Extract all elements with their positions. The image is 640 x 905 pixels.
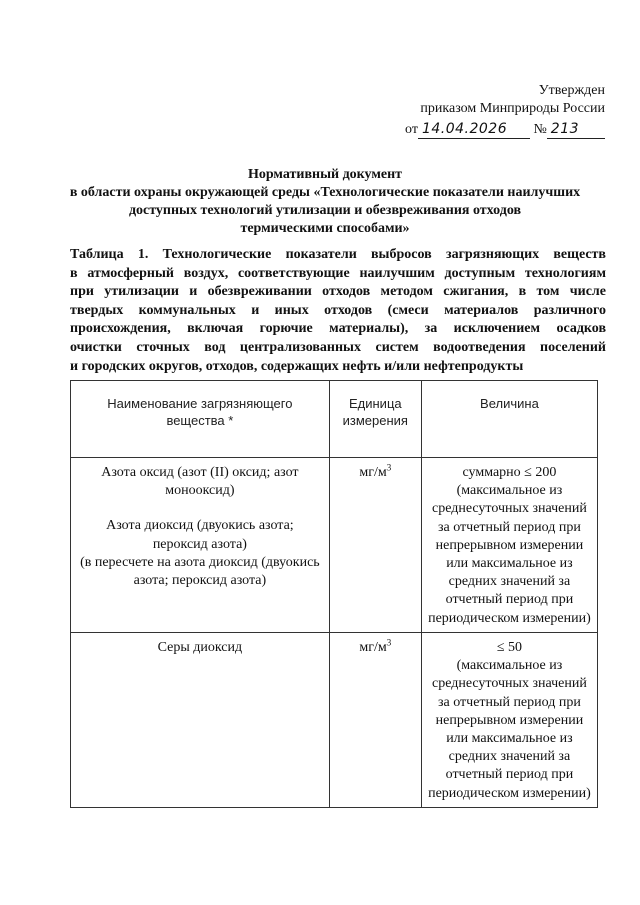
cell-text: отчетный период при [445,592,574,608]
unit-text: мг/м [359,465,387,480]
unit-superscript: 3 [386,637,392,648]
value-cell [421,458,597,633]
cell-text: (максимальное из [456,483,563,499]
cell-text: ≤ 50 [496,640,523,655]
approval-date-number [405,120,605,139]
caption-line: твердых коммунальных и иных отходов (смеси материалов различного [70,302,606,318]
cell-text: Азота диоксид (двуокись азота; [106,518,294,534]
table-row [71,633,598,808]
date-prefix: от [405,122,418,137]
title-line: доступных технологий утилизации и обезвреживания отходов [128,203,522,218]
cell-text: или максимальное из [446,731,573,747]
header-text: Величина [480,396,539,411]
cell-text: Серы диоксид [157,640,243,655]
value-cell [421,633,597,808]
document-title [60,166,590,238]
table-row [71,458,598,633]
header-text: Наименование загрязняющего [107,396,293,411]
caption-line: и городских округов, отходов, содержащих нефть и/или нефтепродукты [70,358,524,374]
cell-text: (максимальное из [456,658,563,674]
title-line: Нормативный документ [247,167,403,182]
header-substance [71,381,330,458]
unit-cell [329,633,421,808]
cell-text: отчетный период при [445,767,574,783]
table-header-row [71,381,598,458]
emissions-table [70,380,598,808]
cell-text: среднесуточных значений [431,501,587,517]
cell-text: или максимальное из [446,556,573,572]
cell-text: средних значений за [448,574,571,590]
caption-line: Таблица 1. Технологические показатели выбросов загрязняющих веществ [70,247,606,262]
caption-line: происхождения, включая горючие материалы), за исключением осадков [70,321,606,337]
cell-text: периодическом измерении) [428,785,591,801]
date-handwritten: 14.04.2026 [418,120,530,139]
substance-cell [71,458,330,633]
cell-text: пероксид азота) [152,536,247,552]
cell-text: периодическом измерении) [428,610,591,626]
header-text: вещества * [166,413,234,428]
caption-line: в атмосферный воздух, соответствующие наилучшим доступным технологиям [70,265,606,281]
caption-line: при утилизации и обезвреживании отходов методом сжигания, в том числе [70,284,606,300]
number-handwritten: 213 [547,120,605,139]
cell-text: (в пересчете на азота диоксид (двуокись [80,554,320,570]
cell-text: среднесуточных значений [431,676,587,692]
caption-line: очистки сточных вод централизованных систем водоотведения поселений [70,339,606,355]
header-value [421,381,597,458]
cell-text: непрерывном измерении [435,712,584,728]
approval-order: приказом Минприроды России [420,101,605,116]
unit-cell [329,458,421,633]
approval-block [405,82,605,139]
table-caption [70,246,606,376]
cell-text: суммарно ≤ 200 [462,465,557,480]
substance-cell [71,633,330,808]
cell-text: за отчетный период при [438,694,581,710]
unit-superscript: 3 [386,462,392,473]
unit-text: мг/м [359,640,387,655]
cell-text: средних значений за [448,749,571,765]
title-line: термическими способами» [240,221,410,236]
cell-text: азота; пероксид азота) [133,573,267,589]
header-text: измерения [342,413,408,428]
cell-text: за отчетный период при [438,519,581,535]
header-text: Единица [348,396,402,411]
cell-text: монооксид) [165,483,235,499]
number-prefix: № [533,122,547,137]
header-unit [329,381,421,458]
title-line: в области охраны окружающей среды «Технологические показатели наилучших [69,185,581,200]
approval-status: Утвержден [538,83,605,98]
cell-text: Азота оксид (азот (II) оксид; азот [101,465,299,480]
cell-text: непрерывном измерении [435,537,584,553]
